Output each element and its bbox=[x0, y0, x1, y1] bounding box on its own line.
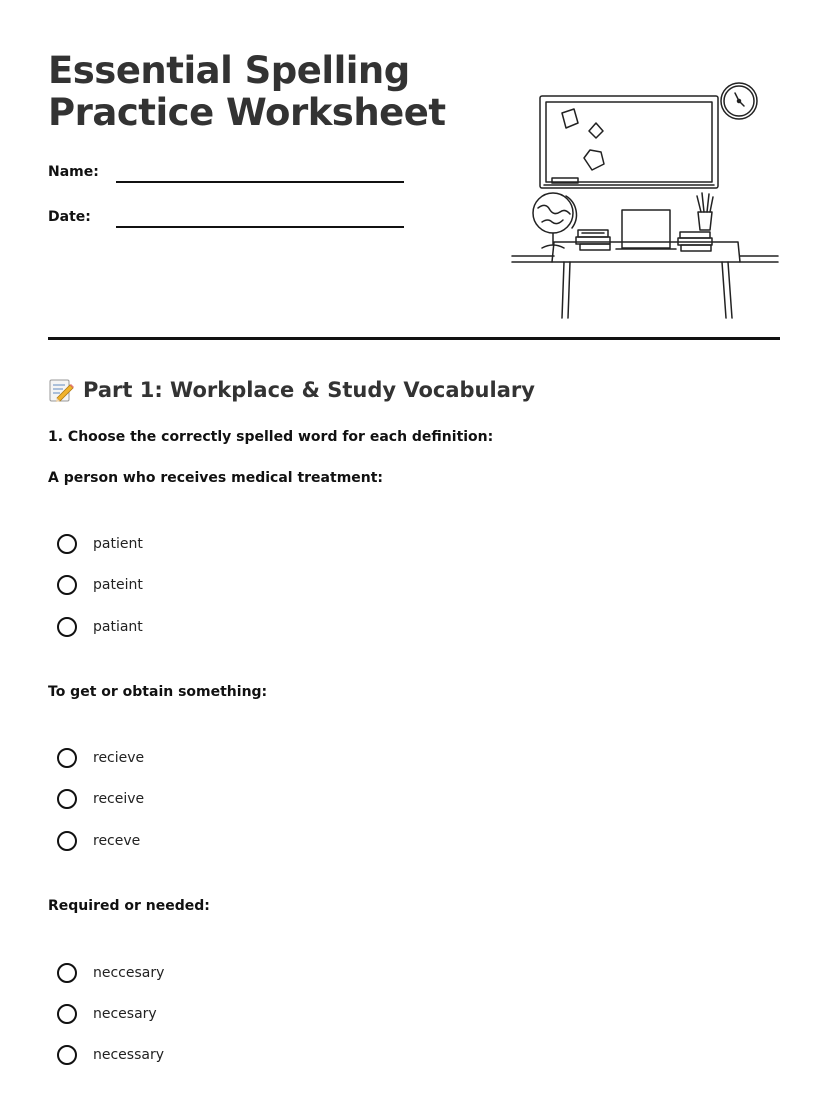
instruction-text: 1. Choose the correctly spelled word for each definition: bbox=[48, 429, 494, 445]
header-divider bbox=[48, 337, 780, 340]
question-1-option-1[interactable] bbox=[57, 531, 143, 557]
radio-button[interactable] bbox=[57, 748, 77, 768]
whiteboard-marker bbox=[552, 178, 578, 183]
question-1-option-3[interactable] bbox=[57, 614, 143, 640]
option-label: neccesary bbox=[93, 965, 165, 981]
name-label: Name: bbox=[48, 164, 99, 180]
pencil-cup-icon bbox=[698, 212, 712, 230]
radio-button[interactable] bbox=[57, 963, 77, 983]
question-3-option-2[interactable] bbox=[57, 1001, 157, 1027]
title-line-1: Essential Spelling bbox=[48, 49, 410, 92]
radio-button[interactable] bbox=[57, 534, 77, 554]
option-label: receve bbox=[93, 833, 141, 849]
question-3-option-3[interactable] bbox=[57, 1042, 164, 1068]
question-3-prompt: Required or needed: bbox=[48, 898, 210, 914]
radio-button[interactable] bbox=[57, 575, 77, 595]
option-label: necessary bbox=[93, 1047, 165, 1063]
note-shape-2 bbox=[589, 123, 603, 138]
desk-leg-right bbox=[722, 262, 726, 318]
option-label: recieve bbox=[93, 750, 145, 766]
date-label: Date: bbox=[48, 209, 91, 225]
radio-button[interactable] bbox=[57, 1045, 77, 1065]
option-label: pateint bbox=[93, 577, 143, 593]
question-1-prompt: A person who receives medical treatment: bbox=[48, 470, 384, 486]
section-1-heading bbox=[48, 374, 535, 406]
radio-button[interactable] bbox=[57, 617, 77, 637]
option-label: patiant bbox=[93, 619, 143, 635]
note-shape-3 bbox=[584, 150, 604, 170]
note-shape-1 bbox=[562, 109, 578, 128]
book-stack-right bbox=[680, 232, 710, 238]
question-2-prompt: To get or obtain something: bbox=[48, 684, 268, 700]
question-2-option-3[interactable] bbox=[57, 828, 140, 854]
name-input-line[interactable] bbox=[116, 181, 404, 183]
desk-leg-left bbox=[562, 262, 564, 318]
whiteboard-frame bbox=[540, 96, 718, 188]
radio-button[interactable] bbox=[57, 789, 77, 809]
question-3-option-1[interactable] bbox=[57, 960, 164, 986]
option-label: necesary bbox=[93, 1006, 157, 1022]
name-field-row bbox=[48, 160, 408, 184]
radio-button[interactable] bbox=[57, 831, 77, 851]
question-1-option-2[interactable] bbox=[57, 572, 143, 598]
option-label: receive bbox=[93, 791, 145, 807]
classroom-illustration bbox=[508, 76, 782, 322]
date-input-line[interactable] bbox=[116, 226, 404, 228]
title-line-2: Practice Worksheet bbox=[48, 91, 446, 134]
question-2-option-2[interactable] bbox=[57, 786, 144, 812]
section-1-title: Part 1: Workplace & Study Vocabulary bbox=[83, 378, 535, 402]
date-field-row bbox=[48, 205, 408, 229]
whiteboard-surface bbox=[546, 102, 712, 182]
radio-button[interactable] bbox=[57, 1004, 77, 1024]
memo-pencil-icon bbox=[48, 377, 74, 403]
worksheet-title bbox=[48, 50, 488, 134]
question-2-option-1[interactable] bbox=[57, 745, 144, 771]
option-label: patient bbox=[93, 536, 143, 552]
